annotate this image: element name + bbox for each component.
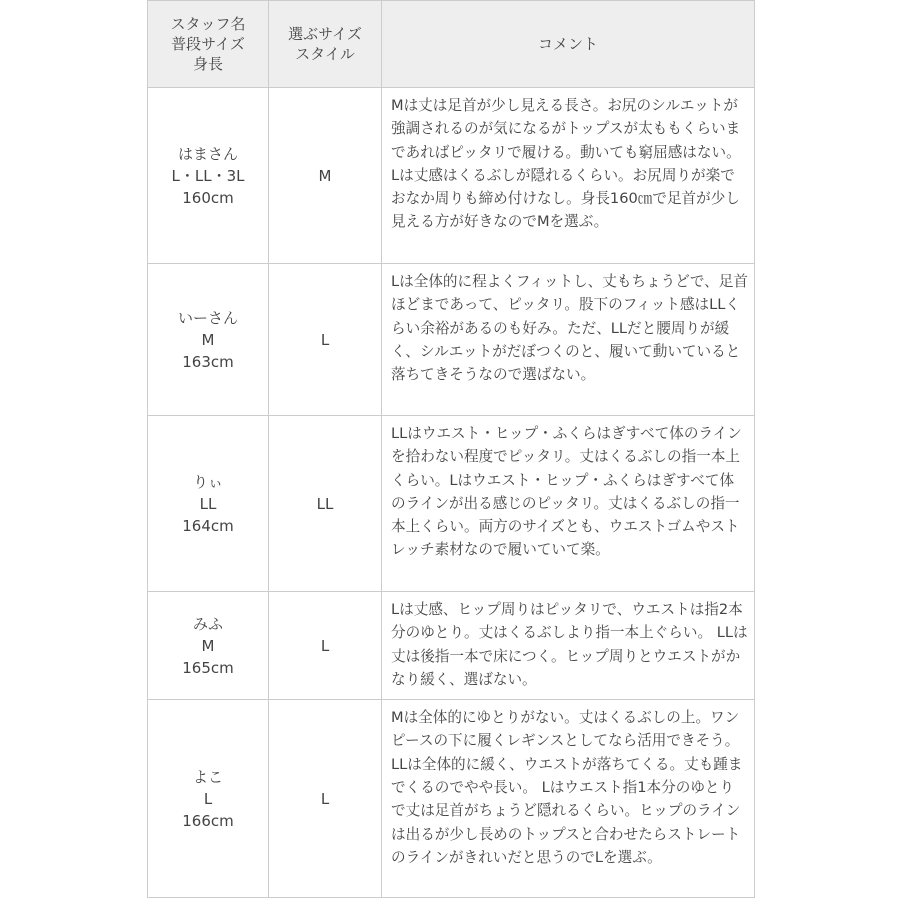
comment-text: Lは丈感、ヒップ周りはピッタリで、ウエストは指2本分のゆとり。丈はくるぶしより指一本上ぐらい。 LLは丈は後指一本で床につく。ヒップ周りとウエストがかなり緩く、選ばない。 bbox=[382, 592, 755, 700]
staff-height: 166cm bbox=[182, 811, 234, 830]
chosen-size: M bbox=[269, 88, 382, 264]
table-row bbox=[148, 592, 755, 700]
comment-text: Mは丈は足首が少し見える長さ。お尻のシルエットが強調されるのが気になるがトップスが太ももくらいまであればピッタリで履ける。動いても窮屈感はない。Lは丈感はくるぶしが隠れるくらい。お尻周りが楽でおなか周りも締め付けなし。身長160㎝で足首が少し見える方が好きなのでMを選ぶ。 bbox=[382, 88, 755, 264]
staff-cell bbox=[148, 700, 269, 898]
header-chosen-size: 選ぶサイズ bbox=[288, 25, 362, 43]
staff-cell bbox=[148, 592, 269, 700]
staff-height: 160cm bbox=[182, 188, 234, 207]
header-staff bbox=[148, 1, 269, 88]
chosen-size: L bbox=[269, 264, 382, 416]
table-row bbox=[148, 416, 755, 592]
staff-usual-size: M bbox=[201, 330, 215, 349]
table-row bbox=[148, 88, 755, 264]
staff-usual-size: M bbox=[201, 636, 215, 655]
comment-text: Lは全体的に程よくフィットし、丈もちょうどで、足首ほどまであって、ピッタリ。股下のフィット感はLLくらい余裕があるのも好み。ただ、LLだと腰周りが緩く、シルエットがだぼつくのと、履いて動いていると落ちてきそうなので選ばない。 bbox=[382, 264, 755, 416]
staff-usual-size: LL bbox=[199, 494, 217, 513]
chosen-size: LL bbox=[269, 416, 382, 592]
header-comment: コメント bbox=[382, 1, 755, 88]
staff-name: いーさん bbox=[177, 308, 238, 327]
header-height: 身長 bbox=[192, 55, 223, 73]
staff-height: 163cm bbox=[182, 352, 234, 371]
size-comparison-table bbox=[147, 0, 755, 898]
staff-cell bbox=[148, 264, 269, 416]
chosen-size: L bbox=[269, 592, 382, 700]
comment-text: Mは全体的にゆとりがない。丈はくるぶしの上。ワンピースの下に履くレギンスとしてなら活用できそう。LLは全体的に緩く、ウエストが落ちてくる。丈も踵までくるのでやや長い。 Lはウエスト指1本分のゆとりで丈は足首がちょうど隠れるくらい。ヒップのラインは出るが少し長めのトップスと合わせたらストレートのラインがきれいだと思うのでLを選ぶ。 bbox=[382, 700, 755, 898]
staff-name: りぃ bbox=[192, 472, 223, 491]
staff-height: 165cm bbox=[182, 658, 234, 677]
header-chosen bbox=[269, 1, 382, 88]
staff-name: よこ bbox=[192, 767, 223, 786]
table-row bbox=[148, 700, 755, 898]
chosen-size: L bbox=[269, 700, 382, 898]
size-comparison-table-wrapper bbox=[147, 0, 754, 898]
staff-height: 164cm bbox=[182, 516, 234, 535]
comment-text: LLはウエスト・ヒップ・ふくらはぎすべて体のラインを拾わない程度でピッタリ。丈はくるぶしの指一本上くらい。Lはウエスト・ヒップ・ふくらはぎすべて体のラインが出る感じのピッタリ。丈はくるぶしの指一本上くらい。両方のサイズとも、ウエストゴムやストレッチ素材なので履いていて楽。 bbox=[382, 416, 755, 592]
header-style: スタイル bbox=[295, 45, 355, 63]
staff-usual-size: L・LL・3L bbox=[171, 166, 245, 185]
header-usual-size: 普段サイズ bbox=[171, 35, 245, 53]
staff-name: みふ bbox=[192, 614, 223, 633]
staff-name: はまさん bbox=[177, 144, 238, 163]
table-header-row bbox=[148, 1, 755, 88]
staff-usual-size: L bbox=[203, 789, 213, 808]
staff-cell bbox=[148, 416, 269, 592]
table-row bbox=[148, 264, 755, 416]
header-staff-name: スタッフ名 bbox=[170, 15, 246, 33]
staff-cell bbox=[148, 88, 269, 264]
